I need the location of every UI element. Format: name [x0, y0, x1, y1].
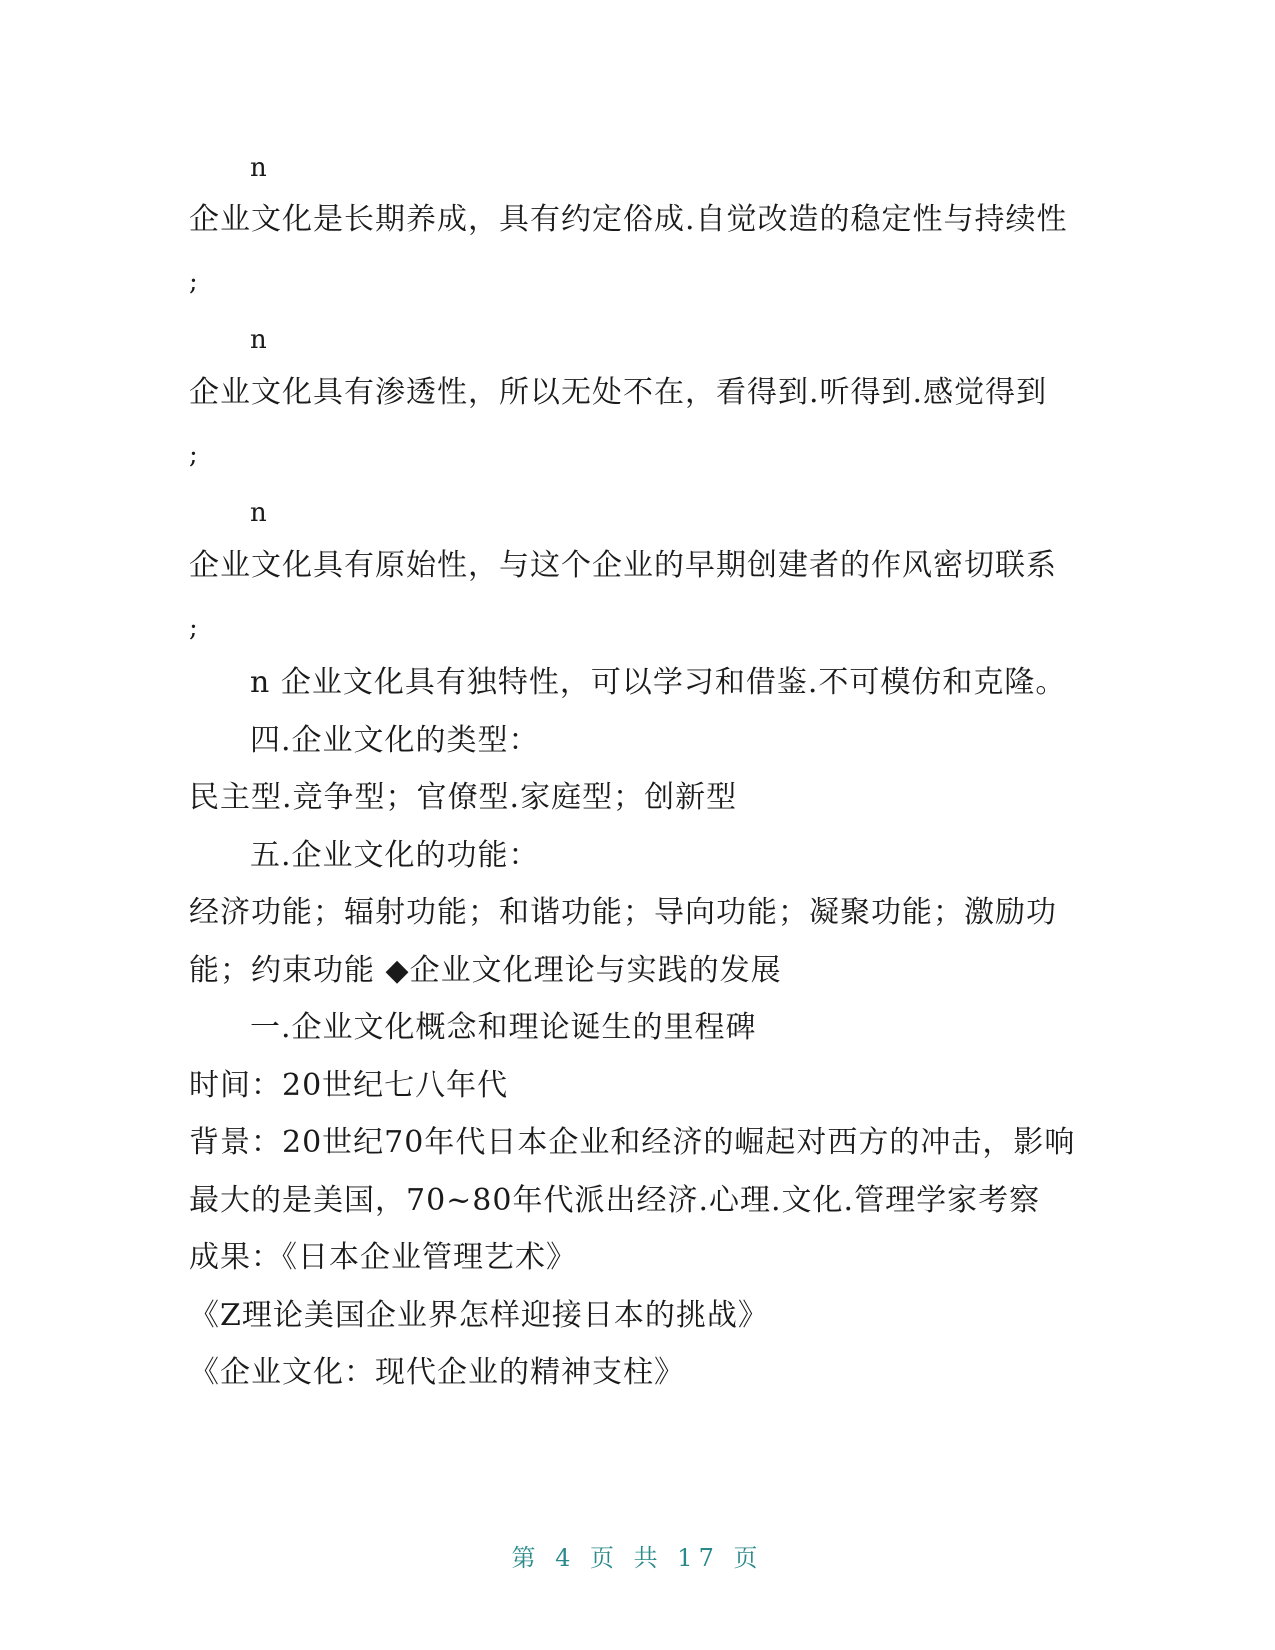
semicolon-mark: ;	[189, 613, 198, 643]
heading-types: 四.企业文化的类型：	[250, 723, 540, 758]
background-line-2: 最大的是美国，70~80年代派出经济.心理.文化.管理学家考察	[189, 1183, 1041, 1218]
paragraph-originality: 企业文化具有原始性，与这个企业的早期创建者的作风密切联系	[189, 548, 1057, 583]
result-line: 成果：《日本企业管理艺术》	[189, 1240, 577, 1275]
paragraph-uniqueness: n 企业文化具有独特性，可以学习和借鉴.不可模仿和克隆。	[250, 665, 1067, 700]
functions-line-1: 经济功能；辐射功能；和谐功能；导向功能；凝聚功能；激励功	[189, 895, 1057, 930]
book-title-z-theory: 《Z理论美国企业界怎样迎接日本的挑战》	[189, 1298, 769, 1333]
bullet-marker: n	[250, 498, 267, 528]
paragraph-permeability: 企业文化具有渗透性，所以无处不在，看得到.听得到.感觉得到	[189, 375, 1048, 410]
page-number-footer: 第 4 页 共 17 页	[511, 1544, 764, 1572]
types-list: 民主型.竞争型；官僚型.家庭型；创新型	[189, 780, 738, 815]
semicolon-mark: ;	[189, 440, 198, 470]
book-title-corporate-culture: 《企业文化：现代企业的精神支柱》	[189, 1355, 685, 1390]
bullet-marker: n	[250, 153, 267, 183]
time-line: 时间：20世纪七八年代	[189, 1068, 509, 1103]
heading-functions: 五.企业文化的功能：	[250, 838, 540, 873]
functions-line-2: 能；约束功能 ◆企业文化理论与实践的发展	[189, 953, 782, 988]
semicolon-mark: ;	[189, 267, 198, 297]
paragraph-stability: 企业文化是长期养成，具有约定俗成.自觉改造的稳定性与持续性	[189, 202, 1068, 237]
background-line-1: 背景：20世纪70年代日本企业和经济的崛起对西方的冲击，影响	[189, 1125, 1076, 1160]
bullet-marker: n	[250, 325, 267, 355]
heading-milestone: 一.企业文化概念和理论诞生的里程碑	[250, 1010, 757, 1045]
